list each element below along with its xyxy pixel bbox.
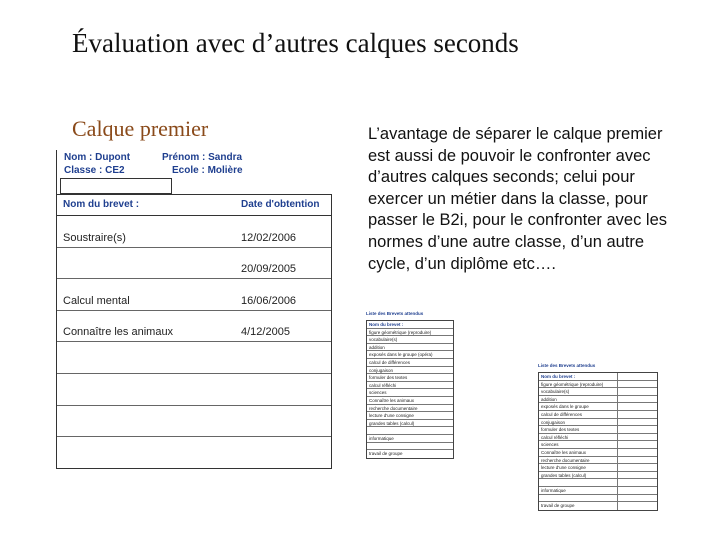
table-row [57, 311, 331, 343]
table-row [57, 216, 331, 248]
list-item-label: conjugaison [541, 419, 566, 425]
col-date-header: Date d'obtention [241, 199, 320, 210]
list-item [367, 443, 453, 451]
list-item-label: Connaître les animaux [541, 449, 587, 455]
list-item [539, 502, 657, 510]
brevet-table-header [57, 195, 331, 216]
student-firstname: Prénom : Sandra [162, 152, 243, 163]
brevets-list-1 [366, 311, 454, 459]
list-table [538, 372, 658, 511]
list-item-label: travail de groupe [541, 503, 575, 509]
student-school: Ecole : Molière [172, 165, 243, 176]
list-title: Liste des Brevets attendus [538, 363, 596, 368]
list-item [367, 351, 453, 359]
brevet-cell: Connaître les animaux [63, 326, 174, 339]
table-row [57, 342, 331, 374]
calque-premier-heading: Calque premier [72, 116, 209, 141]
list-item [539, 403, 657, 411]
date-cell: 4/12/2005 [241, 326, 290, 339]
list-header-row [367, 321, 453, 329]
list-item [367, 382, 453, 390]
list-item [367, 435, 453, 443]
list-item [367, 389, 453, 397]
list-item [539, 449, 657, 457]
list-header: Nom du brevet : [369, 322, 404, 327]
list-item-label: calcul de différences [369, 359, 410, 365]
list-item [539, 388, 657, 396]
list-item [539, 419, 657, 427]
date-cell: 20/09/2005 [241, 263, 297, 276]
list-item [367, 412, 453, 420]
form-blank-box [60, 178, 172, 194]
list-item [367, 374, 453, 382]
list-item [539, 464, 657, 472]
list-item-label: sciences [541, 442, 559, 448]
list-title: Liste des Brevets attendus [366, 311, 424, 316]
list-item [539, 472, 657, 480]
list-item-label: exposés dans le groupe [541, 404, 589, 410]
list-item [539, 381, 657, 389]
list-item [367, 329, 453, 337]
list-item-label: calcul de différences [541, 411, 582, 417]
date-cell: 16/06/2006 [241, 294, 297, 307]
list-item [539, 487, 657, 495]
list-item-label: calcul réfléchi [369, 382, 397, 388]
student-class: Classe : CE2 [64, 165, 125, 176]
brevet-cell: Calcul mental [63, 294, 130, 307]
list-item [539, 441, 657, 449]
list-item-label: formuler des textes [541, 427, 580, 433]
list-item-label: lecture d'une consigne [369, 413, 414, 419]
body-paragraph: L’avantage de séparer le calque premier est aussi de pouvoir le confronter avec d’autres calques seconds; celui pour exercer un métier dans la classe, pour passer le B2i, pour le confronter avec les normes d’une autre classe, d’un autre cycle, d’un diplôme etc…. [368, 125, 667, 273]
brevet-cell: Soustraire(s) [63, 231, 126, 244]
list-item [539, 426, 657, 434]
list-item [539, 457, 657, 465]
list-item [539, 411, 657, 419]
list-item [367, 405, 453, 413]
list-item-label: Connaître les animaux [369, 397, 415, 403]
list-item-label: calcul réfléchi [541, 434, 569, 440]
list-header: Nom du brevet : [541, 374, 576, 379]
table-row [57, 374, 331, 406]
list-item-label: informatique [541, 487, 566, 493]
list-item-label: vocabulaire(s) [541, 389, 570, 395]
list-item-label: informatique [369, 435, 394, 441]
student-name: Nom : Dupont [64, 152, 131, 163]
list-item-label: grandes tables (calcul) [369, 420, 415, 426]
list-item [367, 336, 453, 344]
list-item-label: addition [541, 396, 557, 402]
list-item [367, 427, 453, 435]
list-item-label: figure géométrique (reproduire) [541, 381, 604, 387]
list-item-label: lecture d'une consigne [541, 465, 586, 471]
list-item [367, 344, 453, 352]
list-item-label: recherche documentaire [369, 405, 418, 411]
list-item-label: sciences [369, 390, 387, 396]
table-row [57, 437, 331, 468]
table-row [57, 248, 331, 280]
calque-premier-form [56, 150, 334, 476]
list-item [367, 367, 453, 375]
brevet-table [56, 194, 332, 469]
list-header-row [539, 373, 657, 381]
list-item [367, 397, 453, 405]
list-item-label: exposés dans le groupe (opéra) [369, 352, 433, 358]
list-item [367, 420, 453, 428]
list-item-label: figure géométrique (reproduire) [369, 329, 432, 335]
list-item [367, 450, 453, 458]
list-item-label: addition [369, 344, 385, 350]
list-table [366, 320, 454, 459]
table-row [57, 279, 331, 311]
list-item-label: vocabulaire(s) [369, 337, 398, 343]
date-cell: 12/02/2006 [241, 231, 297, 244]
col-brevet-header: Nom du brevet : [63, 199, 140, 210]
list-item-label: conjugaison [369, 367, 394, 373]
slide-title: Évaluation avec d’autres calques seconds [72, 28, 519, 58]
list-item [539, 479, 657, 487]
brevets-list-2 [538, 363, 658, 511]
list-item [539, 434, 657, 442]
list-item [539, 396, 657, 404]
table-row [57, 406, 331, 438]
form-left-rule [56, 150, 57, 194]
list-item-label: formuler des textes [369, 375, 408, 381]
list-item-label: recherche documentaire [541, 457, 590, 463]
list-item-label: grandes tables (calcul) [541, 472, 587, 478]
list-item [539, 495, 657, 503]
list-item-label: travail de groupe [369, 451, 403, 457]
list-item [367, 359, 453, 367]
